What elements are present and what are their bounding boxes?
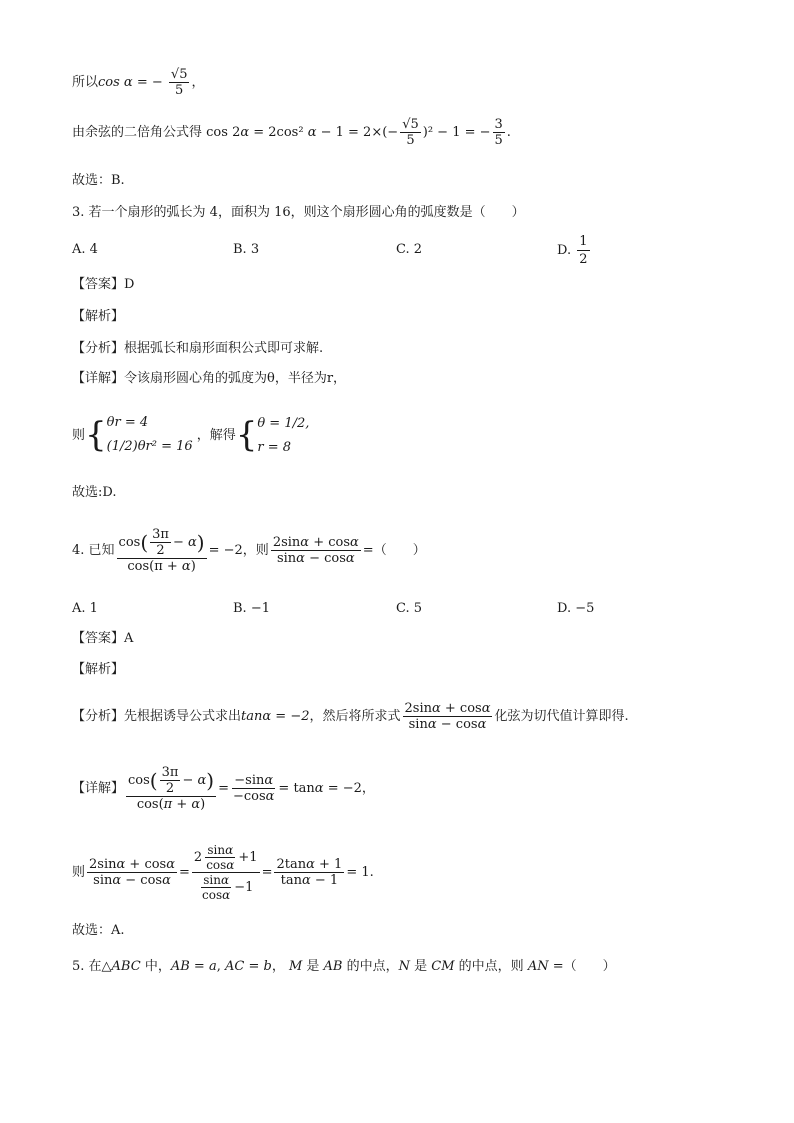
q3-eq2: (1/2)θr² = 16 (106, 439, 193, 454)
q4-fenxi-label: 【分析】 (72, 708, 125, 724)
q3-system: 则 { θr = 4 (1/2)θr² = 16 ，解得 { θ = 1/2, r = 8 (72, 400, 309, 470)
q3-answer-label: 【答案】 (72, 277, 125, 292)
line-double-angle: 由余弦的二倍角公式得 cos 2α = 2cos² α − 1 = 2×(− $\frac{√5}{5}$ )² − 1 = − $\frac{3}{5}$ . (72, 117, 511, 148)
q4-fenxi-b: ，然后将所求式 (309, 708, 401, 724)
q3-system-prefix: 则 (72, 427, 86, 443)
q4-then-prefix: 则 (72, 864, 86, 880)
q3-xiangjie (72, 372, 346, 385)
q4-stem: 4. 已知 cos( $\frac{3\pi}{2}$ − α) cos(π + α) = −2 ，则 $\frac{2\sin\alpha + \cos\alpha}{\sin\alpha - \cos\alpha}$ =（ ） (72, 526, 426, 574)
q5-stem: 5. 在△ABC 中，AB = a, AC = b， M 是 AB 的中点，N 是 CM 的中点，则 AN =（ ） (72, 959, 616, 974)
q4-answer-label: 【答案】 (72, 631, 125, 646)
double-prefix: 由余弦的二倍角公式得 (72, 125, 203, 140)
q4-xiangjie-label: 【详解】 (72, 780, 125, 796)
q3-eq1: θr = 4 (106, 415, 149, 430)
q4-then: 则 $\frac{2\sin\alpha + \cos\alpha}{\sin\alpha - \cos\alpha}$ = 2 $\frac{\sin\alpha}{\cos\alpha}$ +1 $\frac{\sin\alpha}{\cos\alpha}$ −1 = $\frac{2\tan\alpha + 1}{\tan\alpha - 1}$ = 1. (72, 842, 374, 902)
line-cos-value: 所以cos α = − $\frac{√5}{5}$ ， (72, 67, 205, 98)
q3-answer-value: D (124, 277, 135, 292)
q3-option-a: A. 4 (72, 242, 98, 257)
q3-fenxi-label: 【分析】 (72, 341, 125, 356)
q3-fenxi (72, 342, 323, 355)
q4-fenxi-a: 先根据诱导公式求出 (124, 708, 242, 724)
q3-solve-word: ，解得 (196, 427, 236, 443)
q3-xiangjie-label: 【详解】 (72, 371, 125, 386)
q4-xiangjie: 【详解】 cos( $\frac{3\pi}{2}$ − α) cos(π + α) = $\frac{-\sin\alpha}{-\cos\alpha}$ = tanα = −2， (72, 764, 375, 812)
q3-stem: 3. 若一个扇形的弧长为 4，面积为 16，则这个扇形圆心角的弧度数是（ ） (72, 205, 525, 220)
q4-choose: 故选：A. (72, 923, 125, 938)
q4-analysis-label: 【解析】 (72, 662, 125, 677)
q4-option-a: A. 1 (72, 601, 98, 616)
q4-answer-value: A (124, 631, 134, 646)
q3-option-c: C. 2 (396, 242, 423, 257)
q3-sol1: θ = 1/2, (257, 416, 310, 431)
choose-b: 故选：B. (72, 173, 125, 188)
q3-xiangjie-text: 令该扇形圆心角的弧度为θ，半径为r， (124, 371, 347, 386)
q3-option-d: D. $\frac{1}{2}$ (557, 234, 588, 267)
q3-fenxi-text: 根据弧长和扇形面积公式即可求解. (124, 341, 324, 356)
q4-fenxi-tan: tanα = −2 (241, 708, 310, 724)
q3-choose: 故选:D. (72, 485, 117, 500)
q4-option-c: C. 5 (396, 601, 423, 616)
q4-fenxi-c: 化弦为切代值计算即得. (494, 708, 629, 724)
q3-answer (72, 278, 134, 291)
q3-sol2: r = 8 (257, 440, 291, 455)
q4-stem-prefix: 4. 已知 (72, 542, 115, 558)
q4-answer (72, 632, 133, 645)
q4-stem-mid: ，则 (242, 542, 269, 558)
q4-fenxi: 【分析】 先根据诱导公式求出 tanα = −2 ，然后将所求式 $\frac{2\sin\alpha + \cos\alpha}{\sin\alpha - \cos\alpha}$ 化弦为切代值计算即得. (72, 700, 629, 732)
q4-option-b: B. −1 (233, 601, 270, 616)
q4-option-d: D. −5 (557, 601, 595, 616)
q3-analysis-label: 【解析】 (72, 309, 125, 324)
q3-option-b: B. 3 (233, 242, 260, 257)
